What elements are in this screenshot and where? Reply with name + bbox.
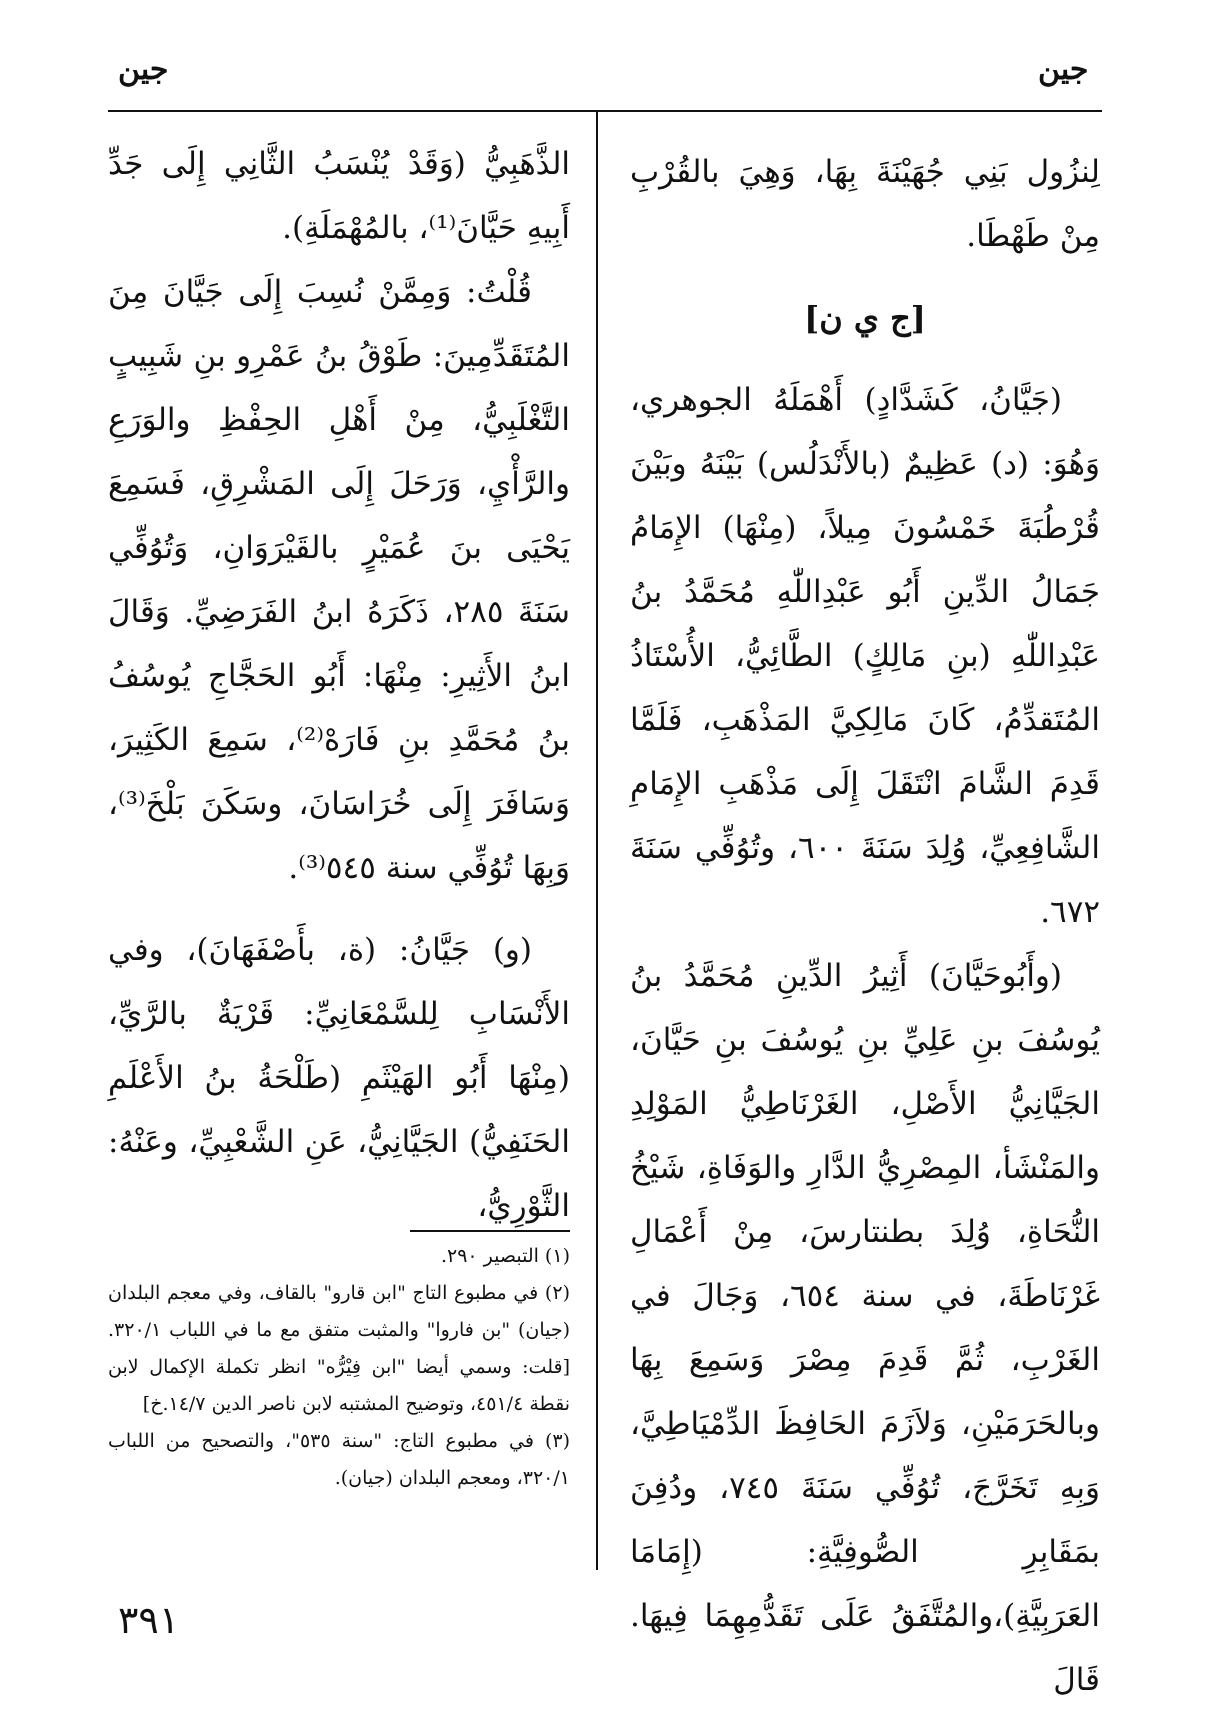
footnote: (٣) في مطبوع التاج: "سنة ٥٣٥"، والتصحيح من اللباب ٣٢٠/١، ومعجم البلدان (جيان). [108,1430,570,1489]
footnote-rule [410,1230,570,1232]
entry-paragraph: قُلْتُ: وَمِمَّنْ نُسِبَ إِلَى جَيَّانَ مِنَ المُتَقَدِّمِينَ: طَوْقُ بنُ عَمْرِو بنِ شَبِيبٍ التَّغْلَبِيُّ، مِنْ أَهْلِ الحِفْظِ والوَرَعِ والرَّأْيِ، وَرَحَلَ إِلَى المَشْرِقِ، فَسَمِعَ يَحْيَى بنَ عُمَيْرٍ بالقَيْرَوَانِ، وَتُوُفِّي سَنَةَ ٢٨٥، ذَكَرَهُ ابنُ الفَرَضِيِّ. وَقَالَ ابنُ الأَثِيرِ: مِنْهَا: أَبُو الحَجَّاجِ يُوسُفُ بنُ مُحَمَّدِ بنِ فَارَهْ⁽²⁾، سَمِعَ الكَثِيرَ، وَسَافَرَ إِلَى خُرَاسَانَ، وسَكَنَ بَلْخَ⁽³⁾، وَبِهَا تُوُفِّي سنة ٥٤٥⁽³⁾. [108,274,570,886]
page-number: ٣٩١ [118,1598,180,1642]
entry-paragraph: (و) جَيَّانُ: (ة، بأَصْفَهَانَ)، وفي الأَنْسَابِ لِلسَّمْعَانِيِّ: قَرْيَةٌ بالرَّيِّ، (مِنْهَا أَبُو الهَيْثَمِ (طَلْحَةُ بنُ الأَعْلَمِ الحَنَفِيُّ) الجَيَّانِيُّ، عَنِ الشَّعْبِيِّ، وعَنْهُ: الثَّوْرِيُّ، [108,932,570,1224]
entry-paragraph: (وأَبُوحَيَّانَ) أَثِيرُ الدِّينِ مُحَمَّدُ بنُ يُوسُفَ بنِ عَلِيِّ بنِ يُوسُفَ بنِ حَيَّانَ، الجَيَّانِيُّ الأَصْلِ، الغَرْنَاطِيُّ المَوْلِدِ والمَنْشَأ، المِصْرِيُّ الدَّارِ والوَفَاةِ، شَيْخُ النُّحَاةِ، وُلِدَ بطنتارسَ، مِنْ أَعْمَالِ غَرْنَاطَةَ، في سنة ٦٥٤، وَجَالَ في الغَرْبِ، ثُمَّ قَدِمَ مِصْرَ وَسَمِعَ بِهَا وبالحَرَمَيْنِ، وَلاَزَمَ الحَافِظَ الدِّمْيَاطِيَّ، وَبِهِ تَخَرَّجَ، تُوُفِّي سَنَةَ ٧٤٥، ودُفِنَ بمَقَابِرِ الصُّوفِيَّةِ: (إِمَامَا العَرَبِيَّةِ)،والمُتَّفَقُ عَلَى تَقَدُّمِهِمَا فِيهَا. قَالَ [630,958,1100,1698]
entry-heading: [ج ي ن] [804,299,926,337]
entry-paragraph: الذَّهَبِيُّ (وَقَدْ يُنْسَبُ الثَّانِي إِلَى جَدِّ أَبِيهِ حَيَّانَ⁽¹⁾، بالمُهْمَلَةِ). [108,146,570,246]
footnote: (١) التبصير ٢٩٠. [440,1245,570,1267]
entry-paragraph: (جَيَّانُ، كَشَدَّادٍ) أَهْمَلَهُ الجوهري، وَهُوَ: (د) عَظِيمٌ (بالأَنْدَلُس) بَيْنَهُ وبَيْنَ قُرْطُبَةَ خَمْسُونَ مِيلاً، (مِنْهَا) الإِمَامُ جَمَالُ الدِّينِ أَبُو عَبْدِاللّٰهِ مُحَمَّدُ بنُ عَبْدِاللّٰهِ (بنِ مَالِكٍ) الطَّائِيُّ، الأُسْتَاذُ المُتَقدِّمُ، كَانَ مَالِكِيَّ المَذْهَبِ، فَلَمَّا قَدِمَ الشَّامَ انْتَقَلَ إِلَى مَذْهَبِ الإِمَامِ الشَّافِعِيِّ، وُلِدَ سَنَةَ ٦٠٠، وتُوُفِّي سَنَةَ ٦٧٢. [630,382,1100,930]
left-column [108,132,570,1238]
running-header-left: جين [118,52,169,87]
footnote: (٢) في مطبوع التاج "ابن قارو" بالقاف، وفي معجم البلدان (جيان) "بن فاروا" والمثبت متفق مع ما في اللباب ٣٢٠/١. [قلت: وسمي أيضا "ابن فِيْرُّه" انظر تكملة الإكمال لابن نقطة ٤٥١/٤، وتوضيح المشتبه لابن ناصر الدين ١٤/٧.خ] [108,1282,570,1415]
intro-paragraph: لِنزُول بَنِي جُهَيْنَةَ بِهَا، وَهِيَ بالقُرْبِ مِنْ طَهْطَا. [630,154,1100,254]
right-column [630,140,1100,1712]
running-header-right: جين [1038,52,1089,87]
footnotes [108,1238,570,1497]
header-rule [108,110,1102,112]
column-divider [596,110,598,1570]
